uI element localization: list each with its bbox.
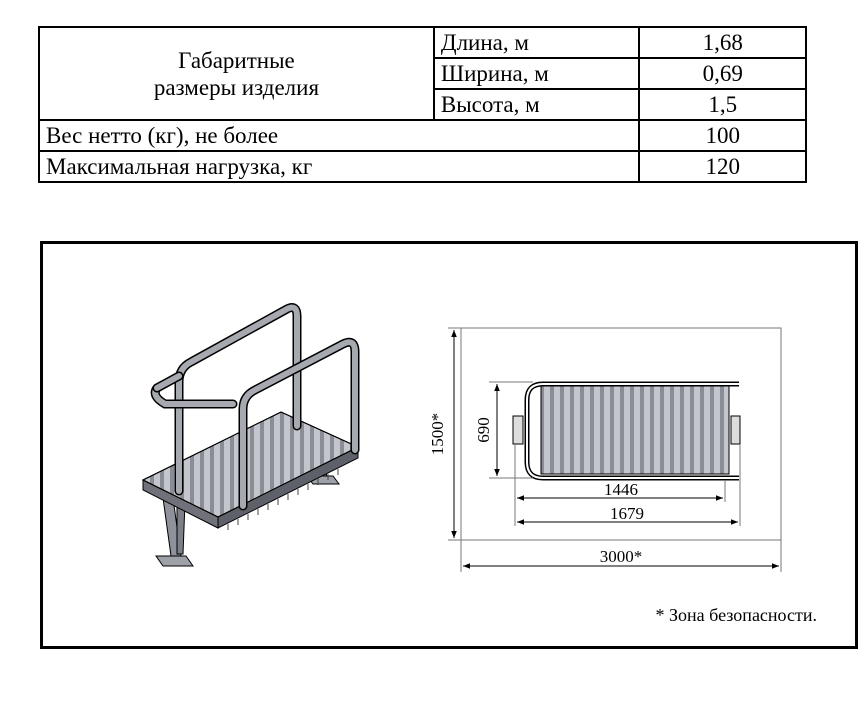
height-value: 1,5: [639, 89, 806, 120]
specifications-table: [38, 26, 807, 183]
drawing-panel: [40, 241, 858, 649]
dim-safety-height: 1500*: [428, 412, 447, 456]
width-label: Ширина, м: [434, 58, 640, 89]
load-value: 120: [639, 151, 806, 182]
weight-label: Вес нетто (кг), не более: [39, 120, 639, 151]
dimensions-group-label: Габаритные размеры изделия: [39, 27, 434, 120]
table-row: [39, 120, 806, 151]
length-label: Длина, м: [434, 27, 640, 58]
dim-inner-length: 1446: [604, 480, 638, 499]
table-row: [39, 27, 806, 58]
weight-value: 100: [639, 120, 806, 151]
load-label: Максимальная нагрузка, кг: [39, 151, 639, 182]
table-row: [39, 151, 806, 182]
dim-safety-length: 3000*: [599, 547, 643, 566]
height-label: Высота, м: [434, 89, 640, 120]
dim-width: 690: [474, 417, 493, 443]
dim-length: 1679: [610, 504, 644, 523]
platform-plan-icon: [513, 384, 740, 478]
length-value: 1,68: [639, 27, 806, 58]
safety-zone-note: * Зона безопасности.: [655, 605, 817, 625]
width-value: 0,69: [639, 58, 806, 89]
technical-drawing: [43, 244, 855, 646]
